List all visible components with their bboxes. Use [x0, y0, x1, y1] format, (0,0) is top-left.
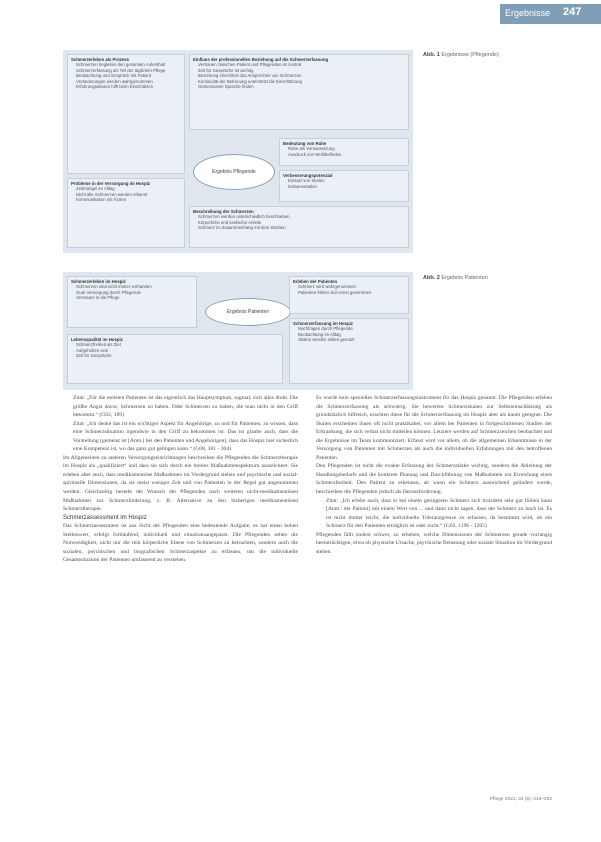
fig2-box-1-item: • Vertrauen in die Pflege — [76, 295, 193, 300]
fig1-box-6 — [189, 206, 409, 248]
fig1-box-1-title: Schmerzerleben als Prozess — [71, 57, 130, 62]
figure-1-caption-label: Abb. 1 — [423, 52, 440, 58]
fig2-box-4 — [67, 334, 283, 384]
fig1-box-1 — [67, 54, 185, 174]
fig1-box-1-item: • Schmerzen begleiten den gesamten Aufenthalt — [76, 62, 181, 67]
fig1-box-6-item: • Schmerz im Zusammenhang mit dem Sterben — [198, 225, 405, 230]
fig2-box-2-item: • Patienten fühlen sich ernst genommen — [298, 290, 405, 295]
fig1-box-3-item: • Ruhe als Voraussetzung — [288, 146, 405, 151]
running-head: Ergebnisse — [505, 8, 551, 18]
body-paragraph: Es wurde kein spezielles Schmerzerfassungsinstrument für das Hospiz genannt. Die Pflegenden erleben die Schmerzerfassung als schwierig. Sie bewerten Schmerzskalen zur Selbsteinschätzung als grundsätzlich hilfreich, erachten diese für die Schmerzerfassung im Hospiz aber als kaum geeignet. Die Skalen erscheinen ihnen oft nicht praktikabel, vor allem bei Patienten in fortgeschrittenen Stadien der Erkrankung, die sich verbal nicht mitteilen können. Letztere werden auf Schmerzzeichen beobachtet und die Ergebnisse im Team kommuniziert. Erfasst wird vor allem, ob die allgemeinen Erkenntnisse in der Versorgung von Patienten mit Schmerzen als auch die individuellen Erfahrungen mit den betroffenen Patienten. — [316, 395, 552, 461]
page-footer: Pflege 2021; 34 (5): 243–252 — [489, 797, 552, 802]
fig1-box-2-title: Einfluss der professionellen Beziehung auf die Schmerzerfassung — [193, 57, 329, 62]
fig1-box-3-item: • Ausdruck von Wohlbefinden — [288, 152, 405, 157]
section-heading: Schmerzassessment im Hospiz — [63, 514, 147, 521]
body-column-left — [63, 394, 298, 565]
fig2-center-ellipse: Ergebnis Patienten — [205, 298, 291, 326]
fig2-box-2 — [289, 276, 409, 314]
fig2-box-3-title: Schmerzerfassung im Hospiz — [293, 321, 353, 326]
quote-paragraph: Zitat: „Ich erlebe auch, dass er bei einem geringeren Schmerz sich trotzdem sehr gut fühlen kann [Anm.: der Patient] mit einem Wert von ... und dann nicht sagen, dass der Schmerz zu hoch ist. Es ist nicht immer leicht, die individuelle Toleranzgrenze zu erfassen, da bestimmt wird, ob ein Schmerz für den Patienten erträglich ist oder nicht.“ (G02, 1196 - 1205) — [326, 497, 552, 530]
fig2-box-3-item: • Skalen werden selten genutzt — [298, 337, 405, 342]
fig1-box-2-item: • Zeit für Gespräche ist wichtig — [198, 68, 405, 73]
figure-1-caption — [423, 52, 499, 58]
body-column-right — [316, 394, 552, 556]
fig1-box-4-item: • Einsatz von Skalen — [288, 178, 405, 183]
fig2-box-3-item: • Beobachtung im Alltag — [298, 332, 405, 337]
fig1-box-3-title: Bedeutung von Ruhe — [283, 141, 327, 146]
fig1-center-ellipse: Ergebnis Pflegende — [193, 154, 275, 190]
fig1-box-5-item: • Zeitmangel im Alltag — [76, 186, 181, 191]
fig1-box-2-item: • Gemeinsame Sprache finden — [198, 84, 405, 89]
fig1-box-1-item: • Schmerzerfassung als Teil der täglichen Pflege — [76, 68, 181, 73]
body-paragraph: Pflegenden fällt zudem schwer, zu erheben, welche Dimensionen der Schmerzen gerade vorrangig beeinträchtigen, etwa ob physische Ursache, psychische Belastung oder soziale Situation im Vordergrund stehen. — [316, 531, 552, 555]
figure-1 — [63, 50, 413, 253]
page-number: 247 — [563, 6, 582, 18]
fig1-box-4-item: • Dokumentation — [288, 184, 405, 189]
fig2-box-1-item: • Schmerzen sind nicht immer vorhanden — [76, 284, 193, 289]
figure-2-caption-text: Ergebnis Patienten — [441, 275, 488, 281]
fig2-box-2-title: Erleben der Patienten — [293, 279, 338, 284]
fig1-box-6-title: Beschreibung der Schmerzen — [193, 209, 254, 214]
fig2-box-2-item: • Schmerz wird wahrgenommen — [298, 284, 405, 289]
fig1-box-3 — [279, 138, 409, 166]
fig1-box-5-item: • Kommunikation mit Ärzten — [76, 197, 181, 202]
fig1-box-5-item: • Nicht alle Schmerzen werden erkannt — [76, 192, 181, 197]
figure-2-caption-label: Abb. 2 — [423, 275, 440, 281]
fig2-box-4-item: • Aufgehoben sein — [76, 348, 279, 353]
fig1-box-5-title: Probleme in der Versorgung im Hospiz — [71, 181, 151, 186]
fig1-box-5 — [67, 178, 185, 248]
fig2-box-1-title: Schmerzerleben im Hospiz — [71, 279, 126, 284]
fig1-box-6-item: • Schmerzen werden unterschiedlich beschrieben — [198, 214, 405, 219]
figure-1-caption-text: Ergebnisse (Pflegende) — [441, 52, 499, 58]
fig1-box-6-item: • Körperliche und seelische Anteile — [198, 220, 405, 225]
fig1-box-2 — [189, 54, 409, 130]
fig2-box-3-item: • Nachfragen durch Pflegende — [298, 326, 405, 331]
fig1-box-2-item: • Beziehung erleichtert das Ansprechen von Schmerzen — [198, 73, 405, 78]
figure-2 — [63, 272, 413, 390]
fig2-box-1 — [67, 276, 197, 328]
body-paragraph: Den Pflegenden ist nicht die exakte Erfassung der Schmerzstärke wichtig, sondern die Ableitung der Handlungsbedarfs und die konkrete Planung und Durchführung von Maßnahmen zur Erreichung eines Schmerzfreiheit. Den Patient zu erkennen, ab wann ein Schmerz ausreichend gelindert wurde, beschreiben die Pflegenden jedoch als Herausforderung. — [316, 463, 552, 496]
figure-2-caption — [423, 275, 488, 281]
fig1-box-2-item: • Vertrauen zwischen Patient und Pflegenden ist zentral — [198, 62, 405, 67]
fig1-box-2-item: • Kontinuität der Betreuung unterstützt die Einschätzung — [198, 79, 405, 84]
fig1-box-1-item: • Beobachtung und Gespräch mit Patient — [76, 73, 181, 78]
fig1-box-1-item: • Veränderungen werden wahrgenommen — [76, 79, 181, 84]
fig1-box-4-title: Verbesserungspotenzial — [283, 173, 333, 178]
fig2-box-1-item: • Gute Versorgung durch Pflegende — [76, 290, 193, 295]
fig1-box-1-item: • Erfahrungswissen hilft beim Einschätzen — [76, 84, 181, 89]
body-paragraph: Im Allgemeinen zu anderen Versorgungseinrichtungen beschreiben die Pflegenden die Schmerztherapie im Hospiz als „qualifiziert“ und dass sie sich durch ein breites Maßnahmenspektrum auszeichnet. Sie erleben aber auch, dass medikamentöse Maßnahmen im Vordergrund stehen und psychische und sozial-spirituelle Dimensionen, da sie meist weniger Zeit und von Patienten in der Regel gut angenommen werden. Gleichzeitig besteht der Wunsch der Pflegenden nach weiteren nicht-medikamentösen Maßnahmen zur Schmerzlinderung, z. B. Alternative zu den bisherigen medikamentösen Schmerztherapie. — [63, 454, 298, 513]
fig1-box-4 — [279, 170, 409, 202]
body-paragraph: Das Schmerzassessment ist aus Sicht der Pflegenden eine bedeutende Aufgabe, es hat einen hohen Stellenwert, erfolgt fortlaufend, individuell und situationsangepasst. Die Pflegenden sehen die Notwendigkeit, nicht nur die rein körperliche Ebene von Schmerzen zu betrachten, sondern auch die sozialen, psychischen und biografischen Schmerzaspekte zu erfassen, um die individuelle Gesamtsituation der Patienten umfassend zu verstehen. — [63, 523, 298, 564]
quote-paragraph: Zitat: „Für die meisten Patienten ist das eigentlich das Hauptsymptom, sagmal, sich alles dreht. Die größte Angst davor, Schmerzen zu haben. Oder Schmerzen zu haben, die man nicht in den Griff bekommt.“ (G02, 189) — [73, 395, 298, 419]
fig2-box-4-item: • Zeit für Gespräche — [76, 353, 279, 358]
fig2-box-4-item: • Schmerzfreiheit als Ziel — [76, 342, 279, 347]
quote-paragraph: Zitat: „Ich denke das ist ein wichtiger Aspekt für Angehörige, zu und für Patienten, zu wissen, dass eine Schmerzsituation irgendwie in den Griff zu bekommen ist. Das ist glaube auch, dass die Vorstellung (gemeint ist [Anm.] bei den Patienten und Angehörigen), dass das Hospiz hier sicherlich eine Kompetenz ist, wo das ganz gut gelingen kann.“ (G08, 301 - 304) — [73, 420, 298, 453]
fig2-box-4-title: Lebensqualität im Hospiz — [71, 337, 123, 342]
fig2-box-3 — [289, 318, 409, 384]
